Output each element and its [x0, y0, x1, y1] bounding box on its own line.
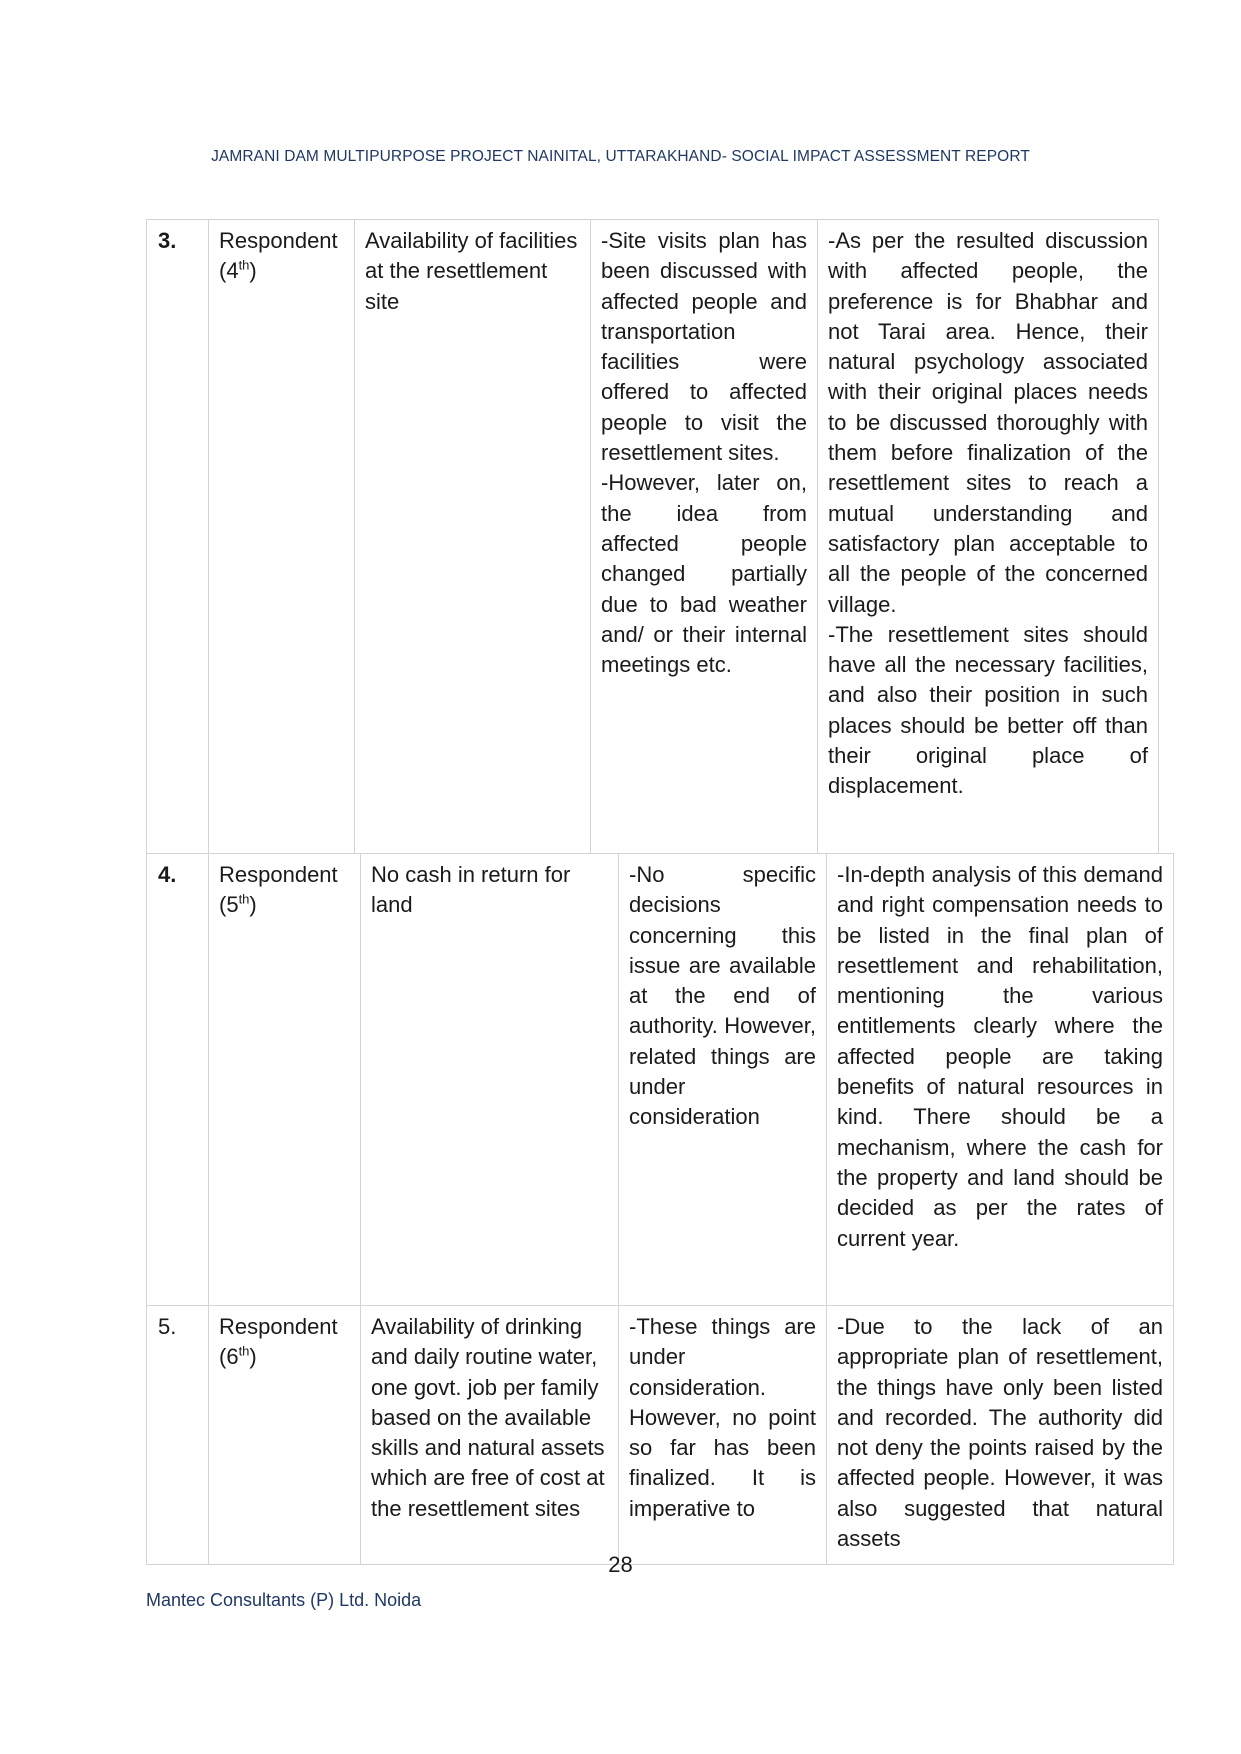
- response-cell: -Site visits plan has been discussed with affected people and transportation facilities were offered to affected people to visit the resettlement sites. -However, later on, the idea from affected people changed partially due to bad weather and/ or their internal meetings etc.: [591, 220, 818, 854]
- page-number: 28: [608, 1552, 633, 1577]
- footer-company: Mantec Consultants (P) Ltd. Noida: [146, 1590, 422, 1610]
- report-header: JAMRANI DAM MULTIPURPOSE PROJECT NAINITAL, UTTARAKHAND- SOCIAL IMPACT ASSESSMENT REPORT: [211, 148, 1030, 165]
- respondent-cell: Respondent (6th): [209, 1306, 361, 1565]
- table-row: [147, 854, 1174, 1306]
- issue-cell: Availability of drinking and daily routine water, one govt. job per family based on the available skills and natural assets which are free of cost at the resettlement sites: [361, 1306, 619, 1565]
- row-number: 5.: [147, 1306, 209, 1565]
- issue-cell: Availability of facilities at the resettlement site: [355, 220, 591, 854]
- row-number: 3.: [147, 220, 209, 854]
- row-number: 4.: [147, 854, 209, 1306]
- suggestion-cell: -Due to the lack of an appropriate plan of resettlement, the things have only been listed and recorded. The authority did not deny the points raised by the affected people. However, it was also suggested that natural assets: [827, 1306, 1174, 1565]
- response-cell: -No specific decisions concerning this issue are available at the end of authority. However, related things are under consideration: [619, 854, 827, 1306]
- issue-cell: No cash in return for land: [361, 854, 619, 1306]
- respondent-cell: Respondent (5th): [209, 854, 361, 1306]
- consultation-table-row-3: [146, 219, 1159, 854]
- table-row: [147, 220, 1159, 854]
- respondent-cell: Respondent (4th): [209, 220, 355, 854]
- table-row: [147, 1306, 1174, 1565]
- response-cell: -These things are under consideration. However, no point so far has been finalized. It is imperative to: [619, 1306, 827, 1565]
- suggestion-cell: -In-depth analysis of this demand and right compensation needs to be listed in the final plan of resettlement and rehabilitation, mentioning the various entitlements clearly where the affected people are taking benefits of natural resources in kind. There should be a mechanism, where the cash for the property and land should be decided as per the rates of current year.: [827, 854, 1174, 1306]
- consultation-table-rows-4-5: [146, 853, 1174, 1565]
- suggestion-cell: -As per the resulted discussion with affected people, the preference is for Bhabhar and not Tarai area. Hence, their natural psychology associated with their original places needs to be discussed thoroughly with them before finalization of the resettlement sites to reach a mutual understanding and satisfactory plan acceptable to all the people of the concerned village. -The resettlement sites should have all the necessary facilities, and also their position in such places should be better off than their original place of displacement.: [818, 220, 1159, 854]
